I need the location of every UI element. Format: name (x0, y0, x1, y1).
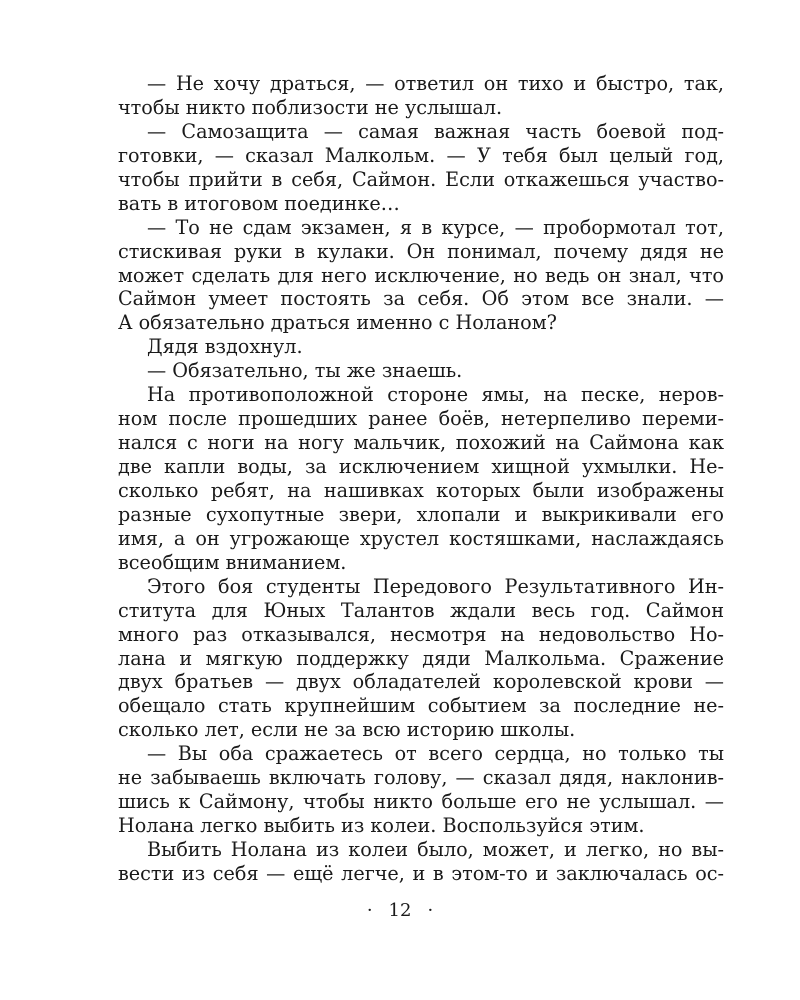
text-line: не забываешь включать голову, — сказал дядя, наклонив- (118, 766, 724, 790)
text-line: — Не хочу драться, — ответил он тихо и быстро, так, (147, 72, 724, 95)
text-line: А обязательно драться именно с Ноланом? (118, 311, 557, 335)
text-line: две капли воды, за исключением хищной ухмылки. Не- (118, 455, 724, 478)
text-line: обещало стать крупнейшим событием за последние не- (118, 694, 724, 718)
text-line: готовки, — сказал Малкольм. — У тебя был целый год, (118, 143, 724, 167)
text-line: лана и мягкую поддержку дяди Малкольма. Сражение (118, 646, 724, 670)
page-number: 12 (388, 900, 412, 921)
text-line: ном после прошедших ранее боёв, нетерпеливо переми- (118, 407, 724, 431)
text-line: вести из себя — ещё легче, и в этом-то и заключалась ос- (118, 861, 724, 885)
folio-right-dot: · (427, 900, 434, 921)
text-line: много раз отказывался, несмотря на недовольство Но- (118, 622, 724, 646)
text-line: чтобы никто поблизости не услышал. (118, 95, 503, 119)
folio-left-dot: · (366, 900, 373, 921)
text-line: шись к Саймону, чтобы никто больше его не услышал. — (118, 790, 724, 814)
text-line: — Обязательно, ты же знаешь. (147, 359, 463, 383)
text-line: чтобы прийти в себя, Саймон. Если откажешься участво- (118, 167, 724, 191)
text-line: разные сухопутные звери, хлопали и выкрикивали его (118, 502, 724, 526)
text-line: стискивая руки в кулаки. Он понимал, почему дядя не (118, 239, 724, 263)
text-line: может сделать для него исключение, но ведь он знал, что (118, 263, 724, 287)
text-line: двух братьев — двух обладателей королевской крови — (118, 670, 724, 694)
text-line: Этого боя студенты Передового Результативного Ин- (147, 574, 724, 598)
text-line: нался с ноги на ногу мальчик, похожий на Саймона как (118, 431, 724, 455)
text-line: всеобщим вниманием. (118, 550, 347, 574)
page-number-footer (0, 900, 800, 921)
text-line: вать в итоговом поединке… (118, 191, 400, 215)
text-line: Саймон умеет постоять за себя. Об этом все знали. — (118, 287, 724, 311)
body-text (118, 72, 724, 886)
text-line: Выбить Нолана из колеи было, может, и легко, но вы- (147, 838, 724, 861)
text-line: сколько лет, если не за всю историю школы. (118, 718, 576, 742)
text-line: — Вы оба сражаетесь от всего сердца, но только ты (147, 742, 724, 766)
text-line: ститута для Юных Талантов ждали весь год. Саймон (118, 598, 724, 622)
text-line: На противоположной стороне ямы, на песке, неров- (147, 383, 724, 407)
text-line: Дядя вздохнул. (147, 335, 303, 359)
text-line: сколько ребят, на нашивках которых были изображены (118, 478, 724, 502)
text-line: — Самозащита — самая важная часть боевой под- (147, 119, 724, 143)
text-line: — То не сдам экзамен, я в курсе, — пробормотал тот, (147, 215, 724, 239)
text-line: Нолана легко выбить из колеи. Воспользуйся этим. (118, 814, 645, 838)
text-line: имя, а он угрожающе хрустел костяшками, наслаждаясь (118, 526, 724, 550)
